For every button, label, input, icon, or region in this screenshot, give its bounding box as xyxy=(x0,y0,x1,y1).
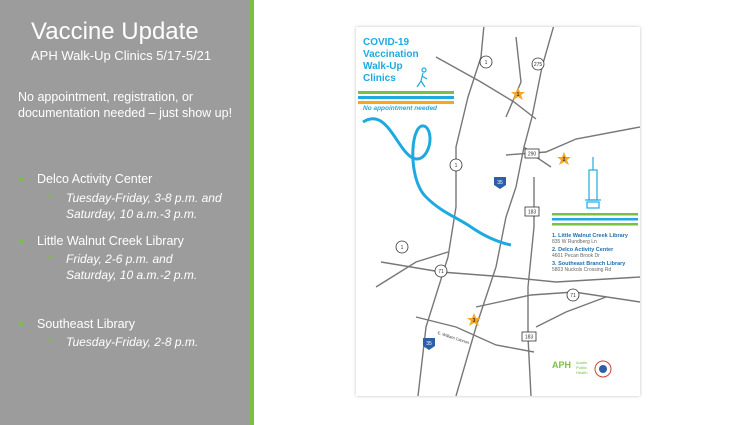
star-marker-2 xyxy=(557,152,571,165)
shield-label: 1 xyxy=(454,163,458,169)
shield-label: 183 xyxy=(527,209,537,216)
road-se xyxy=(536,297,606,327)
shield-label: 183 xyxy=(524,334,534,341)
legend-item-name: 1. Little Walnut Creek Library xyxy=(552,233,628,239)
map-title-line: Vaccination xyxy=(363,49,419,60)
location-name: Delco Activity Center xyxy=(37,172,153,186)
shield-label: 71 xyxy=(570,293,576,299)
bullet-icon: ● xyxy=(18,174,25,185)
aph-logo-text xyxy=(576,360,588,375)
road-shield-35 xyxy=(494,177,506,189)
aph-logo-line: Public xyxy=(576,365,587,370)
slide-subtitle: APH Walk-Up Clinics 5/17-5/21 xyxy=(31,48,212,63)
legend-item-name: 3. Southeast Branch Library xyxy=(552,261,626,267)
bullet-icon: ● xyxy=(48,337,53,344)
bar-orange xyxy=(358,101,454,104)
marker-label: 1 xyxy=(516,92,520,98)
road-shield-183b xyxy=(522,332,536,341)
road-shield-1b xyxy=(450,159,462,171)
bullet-icon: ● xyxy=(18,236,25,247)
clinic-map xyxy=(356,27,640,396)
map-title-line: Clinics xyxy=(363,73,396,84)
aph-logo: APH xyxy=(552,360,572,370)
road-shield-71b xyxy=(567,289,579,301)
shield-label: 290 xyxy=(527,151,537,158)
road-shield-35b xyxy=(423,338,435,350)
legend-bar-green-2 xyxy=(552,223,638,226)
bullet-icon: ● xyxy=(48,254,53,261)
shield-label: 71 xyxy=(438,269,444,275)
road-shield-275 xyxy=(532,58,544,70)
river xyxy=(363,119,511,245)
road-shield-1c xyxy=(396,241,408,253)
shield-label: 1 xyxy=(400,245,404,251)
accent-stripe xyxy=(250,0,254,425)
road-shield-1 xyxy=(480,56,492,68)
city-seal-icon xyxy=(595,361,611,377)
legend-item-address: 835 W Rundberg Ln xyxy=(552,239,597,245)
road-shield-290 xyxy=(525,149,539,158)
shield-label: 35 xyxy=(426,341,432,347)
location-detail: Tuesday-Friday, 2-8 p.m. xyxy=(66,335,199,349)
slide-title: Vaccine Update xyxy=(31,18,199,45)
road-shield-71 xyxy=(435,265,447,277)
road-label: E. William Cannon xyxy=(437,330,470,346)
bar-green xyxy=(358,91,454,94)
marker-label: 3 xyxy=(472,318,476,324)
map-title-line: COVID-19 xyxy=(363,37,410,48)
location-detail: Tuesday-Friday, 3-8 p.m. and xyxy=(66,191,222,205)
map-title-line: Walk-Up xyxy=(363,61,403,72)
syringe-icon xyxy=(585,157,601,208)
road-shield-183 xyxy=(525,207,539,216)
shield-label: 275 xyxy=(533,62,543,68)
bar-blue xyxy=(358,96,454,99)
info-panel xyxy=(0,0,250,425)
legend-item-address: 5803 Nuckols Crossing Rd xyxy=(552,267,612,273)
legend-bar-green xyxy=(552,213,638,216)
map-title xyxy=(363,37,443,85)
location-name: Southeast Library xyxy=(37,317,135,331)
bullet-icon: ● xyxy=(48,193,53,200)
legend-item-address: 4601 Pecan Brook Dr xyxy=(552,253,600,259)
aph-logo-line: Health xyxy=(576,370,588,375)
shield-label: 35 xyxy=(497,180,503,186)
legend-bar-blue xyxy=(552,218,638,221)
star-marker-3 xyxy=(467,313,481,326)
intro-text: No appointment, registration, or documentation needed – just show up! xyxy=(18,90,233,120)
map-legend xyxy=(552,233,638,275)
marker-label: 2 xyxy=(562,157,566,163)
location-detail: Friday, 2-6 p.m. and xyxy=(66,252,173,266)
location-detail: Saturday, 10 a.m.-2 p.m. xyxy=(66,268,198,282)
shield-label: 1 xyxy=(484,60,488,66)
no-appointment-note: No appointment needed xyxy=(363,105,438,112)
aph-logo-line: Austin xyxy=(576,360,588,365)
bullet-icon: ● xyxy=(18,319,25,330)
location-name: Little Walnut Creek Library xyxy=(37,234,184,248)
legend-item-name: 2. Delco Activity Center xyxy=(552,247,614,253)
star-marker-1 xyxy=(511,87,525,100)
road-71-east xyxy=(476,292,640,307)
location-detail: Saturday, 10 a.m.-3 p.m. xyxy=(66,207,198,221)
